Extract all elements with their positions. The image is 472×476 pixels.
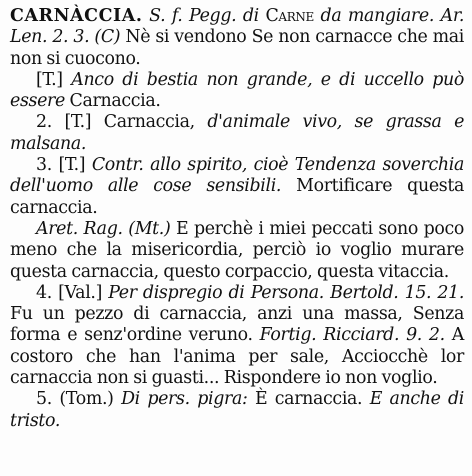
entry-sense-4 (10, 283, 464, 389)
sense-example: Carnaccia, (103, 112, 195, 133)
sense-example: Carnaccia. (69, 91, 161, 112)
citation-source: Aret. Rag. (Mt.) (36, 218, 171, 239)
sense-marker: [T.] (36, 69, 63, 90)
sense-definition: Contr. allo spirito, cioè Tendenza soverchia dell'uomo alle cose sensibili. (10, 155, 465, 197)
entry-sense-2 (10, 112, 464, 155)
citation-text: E perchè i miei peccati sono poco meno che la misericordia, perciò io voglio murare questa carnaccia, questo corpaccio, questa vitaccia. (10, 218, 465, 282)
entry-sense-main (10, 6, 464, 70)
citation-source: Fortig. Ricciard. 9. 2. (259, 325, 445, 346)
definition-prefix: di (242, 6, 259, 26)
sense-definition: Per dispregio di Persona. (108, 282, 324, 303)
sense-number: 2. (36, 112, 52, 133)
sense-number: 3. (36, 155, 52, 176)
entry-sense-5 (10, 389, 464, 432)
sense-marker: [T.] (58, 155, 86, 176)
dictionary-entry-carnaccia (10, 6, 464, 432)
sense-marker: (Tom.) (59, 389, 114, 410)
citation-source: Ar. Len. 2. 3. (C) (10, 6, 465, 48)
sense-example: È carnaccia. (254, 389, 363, 410)
sense-number: 5. (36, 389, 52, 410)
citation-text: Fu un pezzo di carnaccia, anzi una massa, Senza forma e senz'ordine veruno. (10, 304, 464, 346)
sense-marker: [T.] (64, 112, 92, 133)
entry-sense-3 (10, 155, 464, 219)
grammar-label: S. f. Pegg. (149, 6, 237, 26)
citation-text: A costoro che han l'anima per sale, Acciocchè lor carnaccia non si guasti... Rispondere io non voglio. (10, 325, 464, 389)
citation-text: Nè si vendono Se non carnacce che mai non si cuocono. (10, 27, 465, 69)
entry-sense-animal (10, 70, 464, 113)
sense-number: 4. (36, 282, 52, 303)
sense-definition: Di pers. pigra: (121, 389, 248, 410)
definition-suffix: da mangiare. (320, 6, 435, 26)
cross-reference-word: Carne (265, 6, 314, 26)
sense-marker: [Val.] (58, 282, 103, 303)
sense-example: Mortificare questa carnaccia. (10, 176, 464, 218)
sense-definition: d'animale vivo, se grassa e malsana. (10, 112, 465, 154)
entry-sense-3-citation (10, 219, 464, 283)
citation-source: Bertold. 15. 21. (330, 282, 465, 303)
sense-definition-extra: E anche di tristo. (10, 389, 465, 431)
entry-headword: CARNÀCCIA. (10, 6, 143, 26)
sense-definition: Anco di bestia non grande, e di uccello può essere (10, 69, 465, 112)
